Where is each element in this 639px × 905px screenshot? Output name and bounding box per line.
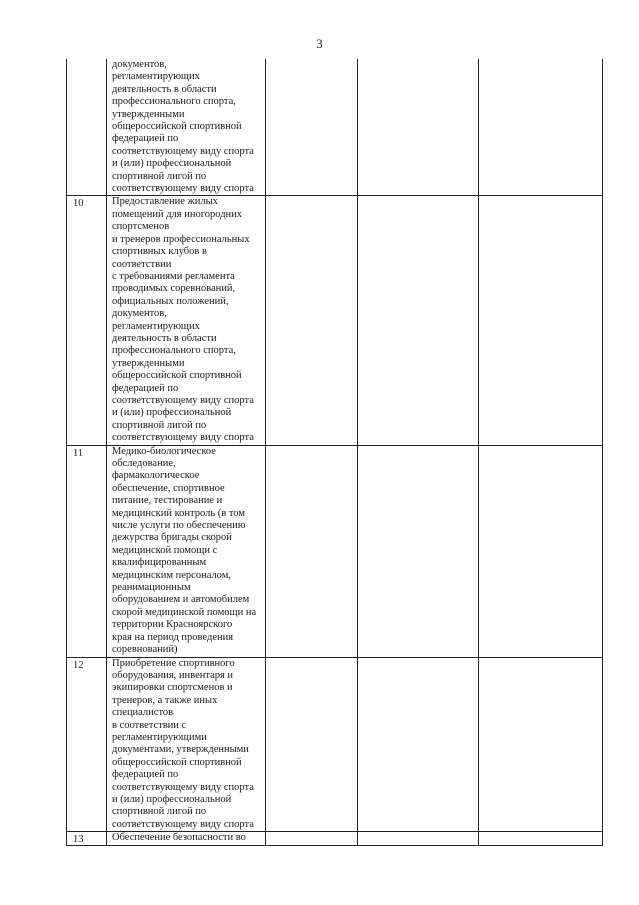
- row-number: [67, 59, 106, 61]
- empty-cell-1: [266, 196, 358, 445]
- service-name-line: регламентирующих: [112, 71, 200, 83]
- service-name-cell: [107, 657, 266, 832]
- service-name-line: территории Красноярского: [112, 619, 233, 631]
- page-number: 3: [316, 36, 323, 51]
- row-number: 10: [73, 198, 84, 210]
- empty-cell-2: [358, 832, 479, 846]
- service-name-line: соревнований): [112, 644, 178, 656]
- service-name-cell: [107, 196, 266, 445]
- service-name-line: и тренеров профессиональных: [112, 233, 250, 245]
- service-name-line: оборудованием и автомобилем: [112, 594, 250, 606]
- empty-cell-3: [479, 59, 603, 196]
- service-name-line: общероссийской спортивной: [112, 756, 242, 768]
- empty-cell-2: [358, 657, 479, 832]
- service-name-line: обеспечение, спортивное: [112, 482, 225, 494]
- service-name-line: соответствующему виду спорта: [112, 818, 254, 830]
- service-name-line: помещений для иногородних: [112, 208, 243, 220]
- row-number: 13: [73, 834, 84, 846]
- service-name-text: [107, 832, 265, 844]
- service-name-line: квалифицированным: [112, 557, 207, 569]
- table-row: [67, 196, 603, 445]
- service-name-line: профессионального спорта,: [112, 345, 236, 357]
- service-name-line: федерацией по: [112, 382, 179, 394]
- service-name-text: [107, 658, 265, 832]
- empty-cell-1: [266, 59, 358, 196]
- service-name-line: Предоставление жилых: [112, 196, 218, 208]
- service-name-line: медицинской помощи с: [112, 544, 218, 556]
- service-name-line: федерацией по: [112, 769, 179, 781]
- service-name-cell: [107, 832, 266, 846]
- service-name-line: деятельность в области: [112, 332, 217, 344]
- empty-cell-3: [479, 445, 603, 657]
- service-name-line: регламентирующими: [112, 731, 207, 743]
- empty-cell-3: [479, 832, 603, 846]
- service-name-line: и (или) профессиональной: [112, 158, 232, 170]
- empty-cell-1: [266, 657, 358, 832]
- service-name-line: профессионального спорта,: [112, 96, 236, 108]
- row-number-cell: [67, 445, 107, 657]
- service-name-line: утвержденными: [112, 357, 185, 369]
- service-name-line: в соответствии с: [112, 719, 187, 731]
- empty-cell-1: [266, 445, 358, 657]
- service-name-line: спортивных клубов в: [112, 246, 207, 258]
- service-name-line: оборудования, инвентаря и: [112, 669, 234, 681]
- service-name-line: и (или) профессиональной: [112, 407, 232, 419]
- service-name-line: тренеров, а также иных: [112, 694, 218, 706]
- service-name-line: соответствующему виду спорта: [112, 781, 254, 793]
- service-name-line: общероссийской спортивной: [112, 370, 242, 382]
- service-name-line: и (или) профессиональной: [112, 793, 232, 805]
- empty-cell-2: [358, 445, 479, 657]
- service-name-line: документов,: [112, 59, 167, 70]
- service-name-line: официальных положений,: [112, 295, 229, 307]
- table-row: [67, 445, 603, 657]
- service-name-line: специалистов: [112, 707, 174, 719]
- service-name-line: спортивной лигой по: [112, 419, 207, 431]
- service-name-line: спортивной лигой по: [112, 806, 207, 818]
- service-name-line: медицинским персоналом,: [112, 569, 232, 581]
- service-name-line: числе услуги по обеспечению: [112, 520, 246, 532]
- service-name-line: федерацией по: [112, 133, 179, 145]
- empty-cell-3: [479, 657, 603, 832]
- service-name-line: соответствующему виду спорта: [112, 432, 254, 444]
- services-table: [66, 59, 603, 846]
- service-name-cell: [107, 445, 266, 657]
- row-number: 11: [73, 447, 84, 459]
- service-name-text: [107, 196, 265, 444]
- service-name-line: соответствующему виду спорта: [112, 145, 254, 157]
- service-name-line: проводимых соревнований,: [112, 283, 236, 295]
- service-name-cell: [107, 59, 266, 196]
- row-number-cell: [67, 657, 107, 832]
- empty-cell-1: [266, 832, 358, 846]
- service-name-line: края на период проведения: [112, 631, 234, 643]
- service-name-line: дежурства бригады скорой: [112, 532, 232, 544]
- service-name-line: общероссийской спортивной: [112, 121, 242, 133]
- row-number-cell: [67, 832, 107, 846]
- empty-cell-2: [358, 59, 479, 196]
- service-name-line: фармакологическое: [112, 470, 200, 482]
- row-number: 12: [73, 659, 84, 671]
- service-name-line: соответствующему виду спорта: [112, 394, 254, 406]
- table-row: [67, 59, 603, 196]
- service-name-line: Обеспечение безопасности во: [112, 832, 246, 844]
- service-name-line: скорой медицинской помощи на: [112, 606, 257, 618]
- service-name-line: соответствующему виду спорта: [112, 183, 254, 195]
- table-row: [67, 657, 603, 832]
- service-name-line: утвержденными: [112, 108, 185, 120]
- service-name-line: Приобретение спортивного: [112, 657, 235, 669]
- service-name-line: питание, тестирование и: [112, 495, 223, 507]
- empty-cell-3: [479, 196, 603, 445]
- service-name-line: регламентирующих: [112, 320, 200, 332]
- service-name-line: с требованиями регламента: [112, 270, 235, 282]
- service-name-line: Медико-биологическое: [112, 445, 216, 457]
- service-name-text: [107, 446, 265, 657]
- service-name-line: обследование,: [112, 458, 176, 469]
- service-name-line: документами, утвержденными: [112, 744, 249, 756]
- service-name-line: соответствии: [112, 258, 172, 270]
- service-name-line: экипировки спортсменов и: [112, 682, 233, 694]
- service-name-line: документов,: [112, 308, 167, 320]
- row-number-cell: [67, 59, 107, 196]
- service-name-line: спортивной лигой по: [112, 170, 207, 182]
- empty-cell-2: [358, 196, 479, 445]
- service-name-line: спортсменов: [112, 221, 170, 233]
- service-name-line: деятельность в области: [112, 83, 217, 95]
- service-name-line: медицинский контроль (в том: [112, 507, 246, 519]
- table-row: [67, 832, 603, 846]
- service-name-line: реанимационным: [112, 582, 191, 594]
- service-name-text: [107, 59, 265, 195]
- row-number-cell: [67, 196, 107, 445]
